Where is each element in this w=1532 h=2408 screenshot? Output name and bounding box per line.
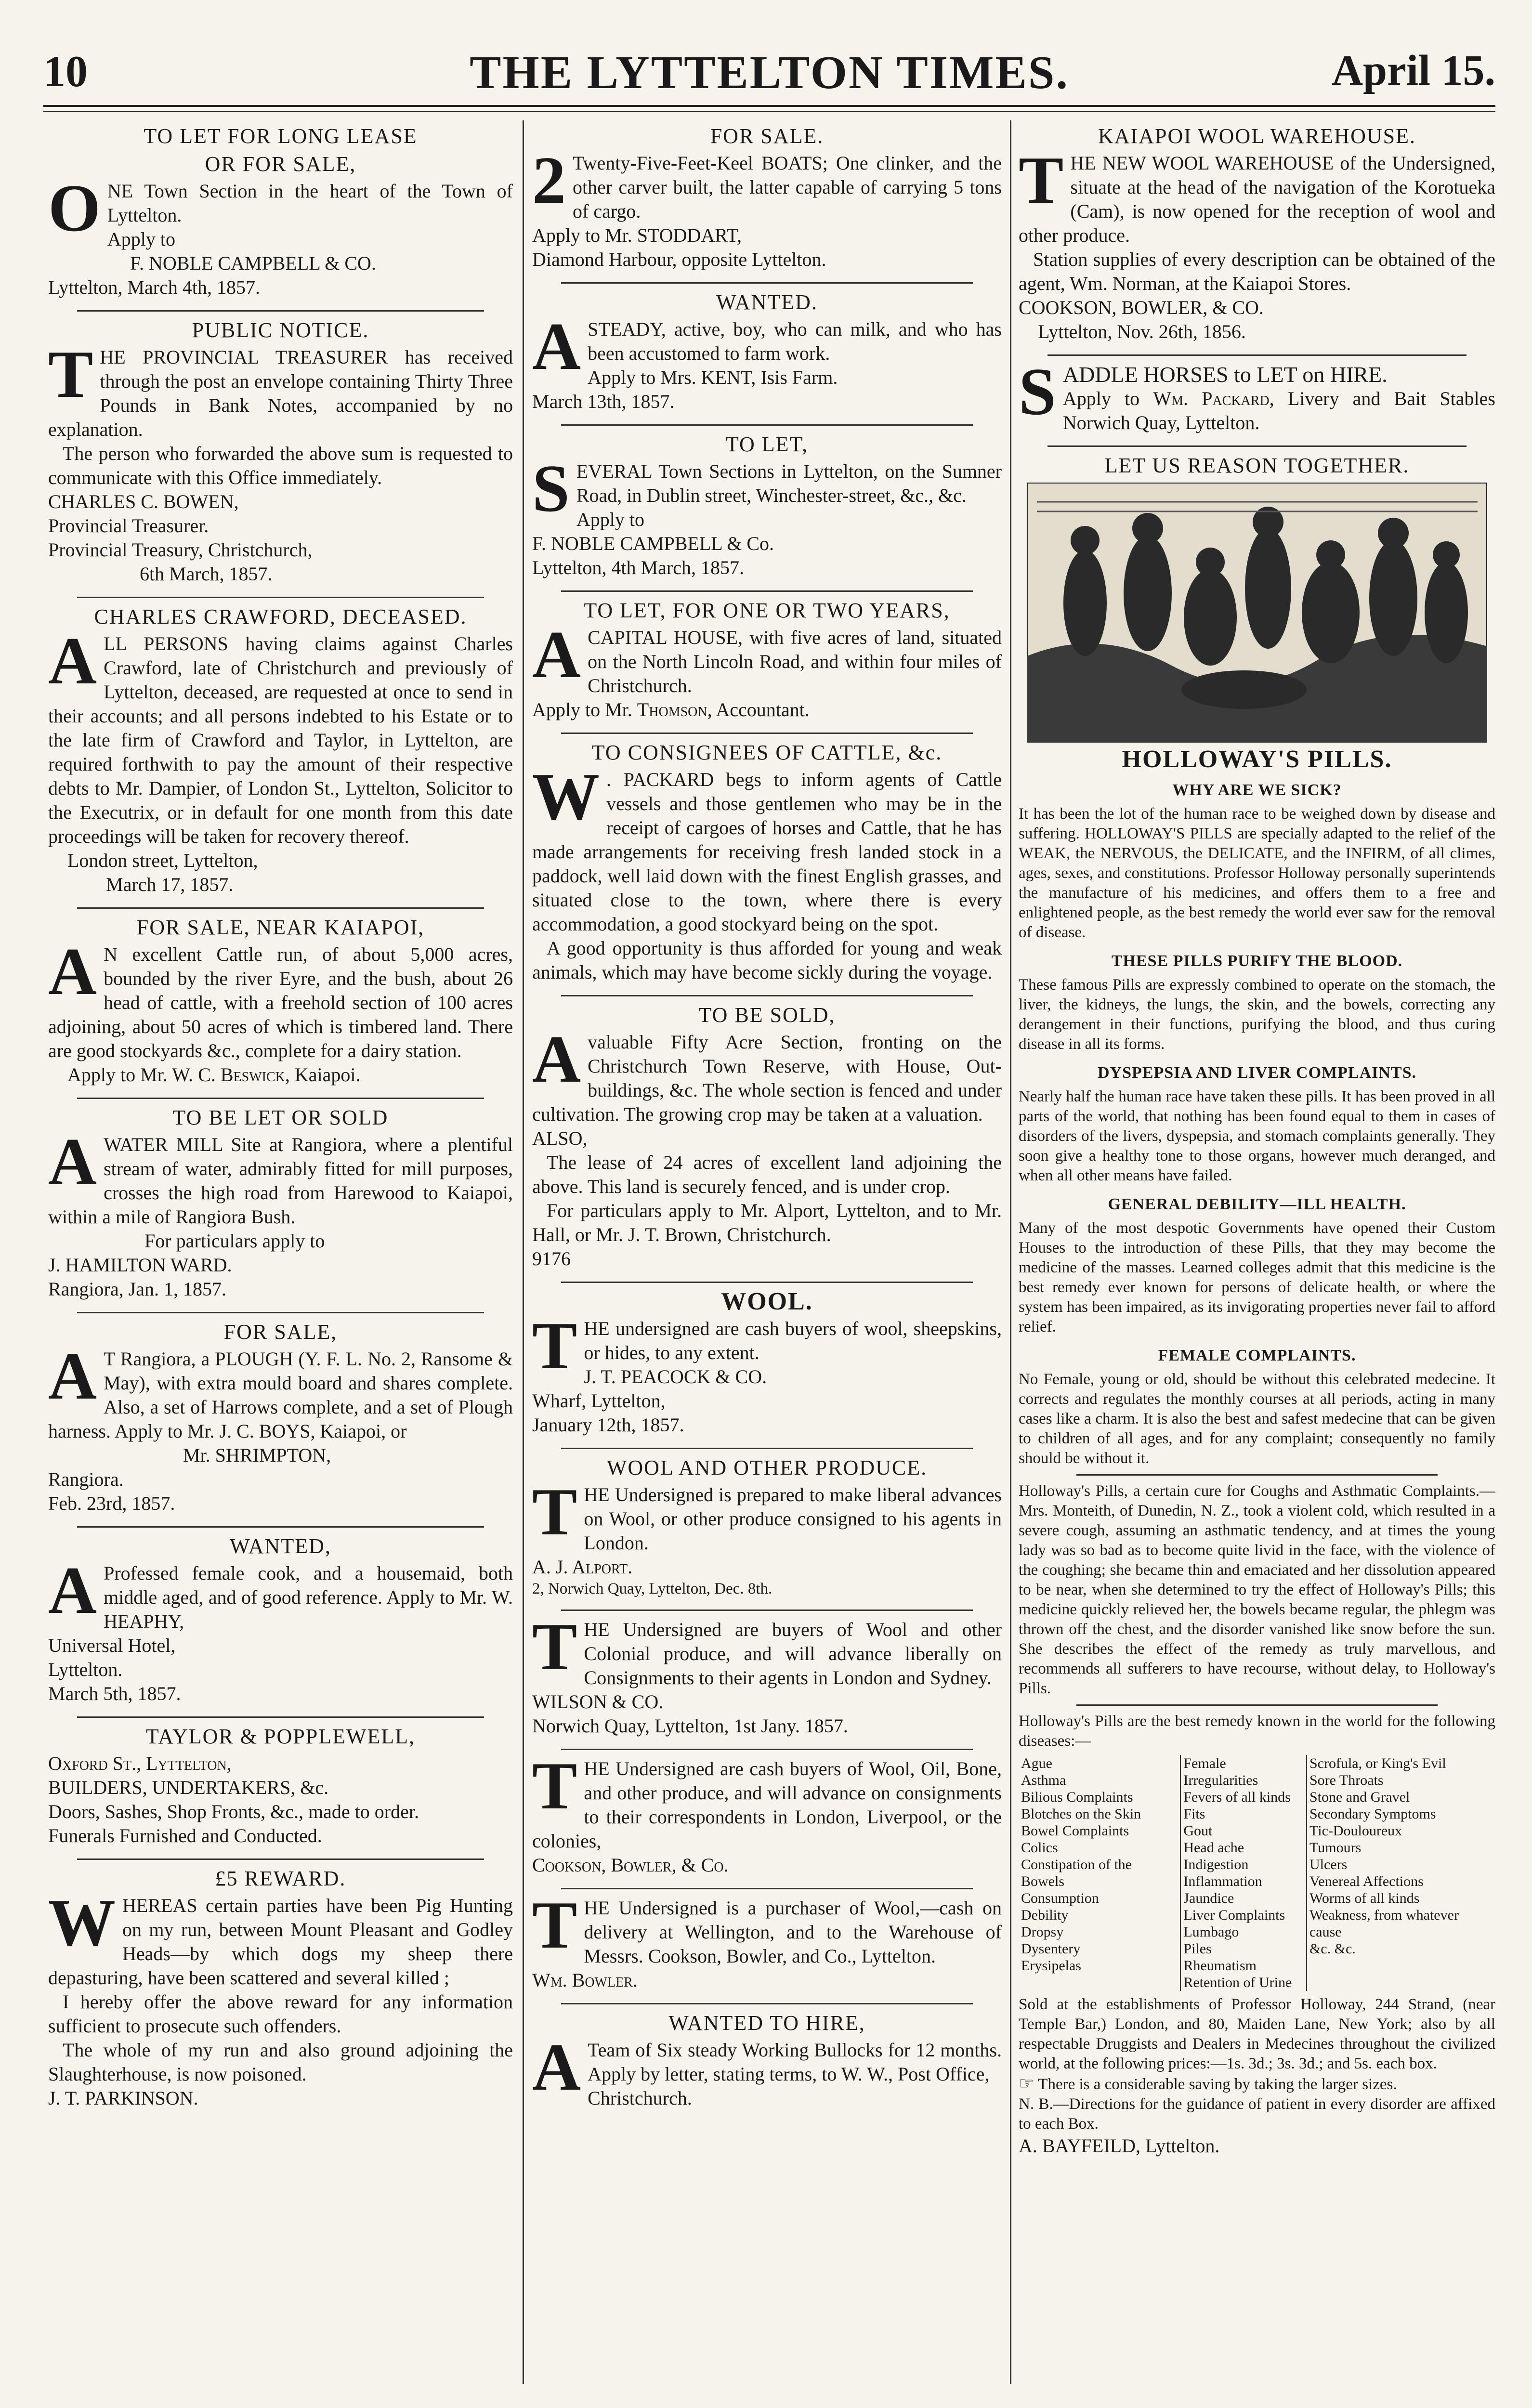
ad-heading: WOOL AND OTHER PRODUCE. bbox=[606, 1456, 928, 1479]
drop-cap: A bbox=[48, 1125, 97, 1199]
ad-place: Provincial Treasury, Christchurch, bbox=[48, 539, 313, 561]
ad-body: Team of Six steady Working Bullocks for 12 months. Apply by letter, stating terms, to W. W., Post Office, bbox=[588, 2039, 1002, 2085]
ad-body: ADDLE HORSES to LET on HIRE. bbox=[1062, 362, 1388, 387]
ad-body: EVERAL Town Sections in Lyttelton, on the Sumner Road, in Dublin street, Winchester-street, &c., &c. bbox=[576, 460, 1002, 506]
drop-cap: A bbox=[532, 1022, 581, 1097]
engraving-illustration bbox=[1027, 483, 1487, 743]
ad-heading: FOR SALE, bbox=[223, 1320, 338, 1344]
apply-prefix: Apply to Mr. bbox=[532, 699, 637, 720]
ad-body: I hereby offer the above reward for any information sufficient to prosecute such offenders. bbox=[48, 1991, 513, 2037]
signatory-title: Provincial Treasurer. bbox=[48, 515, 209, 537]
ad-date: March 17, 1857. bbox=[106, 874, 234, 895]
ad-body: T Rangiora, a PLOUGH (Y. F. L. No. 2, Ransome & May), with extra mould board and shares complete. Also, a set of Harrows complete, and a set of Plough harness. Apply to Mr. J. C. BOYS, Kaiapoi, or bbox=[48, 1348, 513, 1442]
disease-item: Bowel Complaints bbox=[1021, 1823, 1129, 1839]
drop-cap: A bbox=[48, 624, 97, 698]
divider bbox=[561, 590, 973, 592]
ad-heading: TO BE LET OR SOLD bbox=[172, 1106, 389, 1129]
signatory-name: Mr. SHRIMPTON, bbox=[183, 1444, 331, 1466]
disease-item: Debility bbox=[1021, 1907, 1069, 1923]
divider bbox=[77, 597, 484, 598]
ad-place: London street, Lyttelton, bbox=[67, 850, 258, 871]
page-number: 10 bbox=[43, 47, 88, 96]
ad-body: STEADY, active, boy, who can milk, and who has been accustomed to farm work. bbox=[588, 318, 1002, 364]
ad-address: 2, Norwich Quay, Lyttelton, Dec. 8th. bbox=[532, 1580, 773, 1597]
particulars-line: For particulars apply to bbox=[144, 1230, 325, 1252]
ad-taylor-popplewell bbox=[48, 1725, 513, 1848]
section-heading: WHY ARE WE SICK? bbox=[1172, 781, 1342, 799]
disease-item: Gout bbox=[1183, 1823, 1213, 1839]
section-body: Many of the most despotic Governments have opened their Custom Houses to the introduction of these Pills, that they may become the medicine of the masses. Learned colleges admit that this medicine is the best remedy ever known for persons of delicate health, or where the system has been impaired, as its invigorating properties never fail to afford relief. bbox=[1019, 1219, 1495, 1335]
disease-column bbox=[1307, 1755, 1495, 1991]
divider bbox=[561, 2003, 973, 2004]
ad-body: HE Undersigned are cash buyers of Wool, Oil, Bone, and other produce, and will advance on consignments to their correspondents in London, Liverpool, or the colonies, bbox=[532, 1758, 1002, 1852]
ad-heading: FOR SALE. bbox=[710, 124, 824, 148]
sold-at-text: Sold at the establishments of Professor Holloway, 244 Strand, (near Temple Bar,) London, and 80, Maiden Lane, New York; also by all respectable Druggists and Dealers in Medecines throughout the civilized world, at the following prices:—1s. 3d.; 3s. 3d.; and 5s. each box. bbox=[1019, 1996, 1495, 2072]
divider bbox=[1048, 445, 1467, 447]
disease-item: Blotches on the Skin bbox=[1021, 1806, 1141, 1822]
drop-cap: W bbox=[48, 1885, 116, 1960]
ad-body: Station supplies of every description can be obtained of the agent, Wm. Norman, at the Kaiapoi Stores. bbox=[1019, 249, 1495, 294]
disease-item: Dysentery bbox=[1021, 1941, 1081, 1957]
section-heading: GENERAL DEBILITY—ILL HEALTH. bbox=[1108, 1195, 1406, 1213]
ad-body: The lease of 24 acres of excellent land adjoining the above. This land is securely fenced, and is under crop. bbox=[532, 1152, 1002, 1197]
divider bbox=[77, 1716, 484, 1718]
drop-cap: W bbox=[532, 759, 600, 834]
nb-note: N. B.—Directions for the guidance of patient in every disorder are affixed to each Box. bbox=[1019, 2095, 1495, 2133]
apply-suffix: , Kaiapoi. bbox=[285, 1064, 361, 1086]
masthead-title: THE LYTTELTON TIMES. bbox=[470, 47, 1069, 99]
ad-body: valuable Fifty Acre Section, fronting on the Christchurch Town Reserve, with House, Out-buildings, &c. The whole section is fenced and under cultivation. The growing crop may be taken at a valuation. bbox=[532, 1031, 1002, 1125]
ad-body: CAPITAL HOUSE, with five acres of land, situated on the North Lincoln Road, and within four miles of Christchurch. bbox=[588, 627, 1002, 696]
disease-item: Jaundice bbox=[1183, 1890, 1234, 1906]
disease-item: Inflammation bbox=[1183, 1873, 1262, 1889]
ad-body: HE NEW WOOL WAREHOUSE of the Undersigned, situate at the head of the navigation of the Korotueka (Cam), is now opened for the reception of wool and other produce. bbox=[1019, 152, 1495, 246]
ad-heading: KAIAPOI WOOL WAREHOUSE. bbox=[1098, 124, 1416, 148]
apply-suffix: , Livery and Bait Stables Norwich Quay, Lyttelton. bbox=[1062, 388, 1495, 433]
ad-body: HE PROVINCIAL TREASURER has received through the post an envelope containing Thirty Three Pounds in Bank Notes, accompanied by no explanation. bbox=[48, 346, 513, 440]
ad-charles-crawford bbox=[48, 605, 513, 897]
ad-body: Doors, Sashes, Shop Fronts, &c., made to order. bbox=[48, 1801, 419, 1822]
drop-cap: A bbox=[532, 2030, 581, 2105]
disease-item: Tic-Douloureux bbox=[1309, 1823, 1402, 1839]
ad-body: For particulars apply to Mr. Alport, Lyttelton, and to Mr. Hall, or Mr. J. T. Brown, Christchurch. bbox=[532, 1200, 1002, 1245]
disease-item: Stone and Gravel bbox=[1309, 1789, 1410, 1805]
ad-date: 6th March, 1857. bbox=[140, 563, 273, 585]
column-divider bbox=[1010, 120, 1011, 2384]
ad-trade: BUILDERS, UNDERTAKERS, &c. bbox=[48, 1777, 329, 1798]
ad-place: Diamond Harbour, opposite Lyttelton. bbox=[532, 249, 826, 270]
ad-sale-near-kaiapoi bbox=[48, 916, 513, 1087]
disease-item: Tumours bbox=[1309, 1840, 1362, 1856]
drop-cap: A bbox=[48, 1553, 97, 1628]
section-body: It has been the lot of the human race to be weighed down by disease and suffering. HOLLOWAY'S PILLS are specially adapted to the relief of the WEAK, the NERVOUS, the DELICATE, and the INFIRM, of all climes, ages, sexes, and constitutions. Professor Holloway personally superintends the manufacture of his medicines, and offers them to a free and enlightened people, as the best remedy the world ever saw for the removal of disease. bbox=[1019, 805, 1495, 941]
ad-place: Rangiora. bbox=[48, 1468, 124, 1490]
agent-name: F. NOBLE CAMPBELL & Co. bbox=[532, 533, 774, 554]
signatory-name: COOKSON, BOWLER, & CO. bbox=[1019, 297, 1264, 318]
ad-body: LL PERSONS having claims against Charles Crawford, late of Christchurch and previously of Lyttelton, deceased, are requested at once to send in their accounts; and all persons indebted to his Estate or to the late firm of Crawford and Taylor, in Lyttelton, are required forthwith to pay the amount of their respective debts to Mr. Dampier, of London St., Lyttelton, Solicitor to the Executrix, or in default for one month from this date proceedings will be taken for recovery thereof. bbox=[48, 633, 513, 847]
disease-item: Lumbago bbox=[1183, 1924, 1239, 1940]
drop-cap: O bbox=[48, 171, 101, 246]
ad-date: Rangiora, Jan. 1, 1857. bbox=[48, 1278, 226, 1300]
disease-column bbox=[1019, 1755, 1180, 1991]
ad-heading: FOR SALE, NEAR KAIAPOI, bbox=[136, 916, 425, 939]
ad-body: HE Undersigned is a purchaser of Wool,—cash on delivery at Wellington, and to the Warehouse of Messrs. Cookson, Bowler, and Co., Lyttelton. bbox=[584, 1897, 1002, 1967]
ad-heading: PUBLIC NOTICE. bbox=[192, 318, 369, 342]
ad-wm-bowler bbox=[532, 1888, 1002, 1992]
disease-item: Secondary Symptoms bbox=[1309, 1806, 1436, 1822]
ad-date: Feb. 23rd, 1857. bbox=[48, 1492, 175, 1514]
divider bbox=[77, 1858, 484, 1860]
ad-body: NE Town Section in the heart of the Town of Lyttelton. bbox=[107, 180, 513, 226]
ad-wanted-cook bbox=[48, 1534, 513, 1706]
ad-heading: WOOL. bbox=[721, 1288, 813, 1315]
ad-to-let-long-lease bbox=[48, 124, 513, 300]
testimonial-body: Holloway's Pills, a certain cure for Coughs and Asthmatic Complaints.—Mrs. Monteith, of Dunedin, N. Z., took a violent cold, which resulted in a severe cough, assuming an asthmatic tendency, and at times the young lady was so bad as to become quite livid in the face, with the violence of the coughing; she became thin and emaciated and her dissolution appeared to be near, when she determined to try the effect of Holloway's Pills; this medicine quickly relieved her, the bowels became regular, the phlegm was thrown off the chest, and the disorder vanished like snow before the sun. She describes the effect of the remedy as truly marvellous, and recommends all sufferers to have recourse, without delay, to Holloway's Pills. bbox=[1019, 1482, 1495, 1697]
disease-item: Female Irregularities bbox=[1183, 1755, 1258, 1788]
apply-line bbox=[1019, 387, 1495, 435]
disease-item: Liver Complaints bbox=[1183, 1907, 1285, 1923]
disease-table bbox=[1019, 1755, 1495, 1991]
divider bbox=[561, 1282, 973, 1283]
drop-cap: T bbox=[532, 1749, 577, 1823]
ad-date: Lyttelton, Nov. 26th, 1856. bbox=[1038, 321, 1246, 342]
disease-item: Head ache bbox=[1183, 1840, 1244, 1856]
ad-heading: CHARLES CRAWFORD, DECEASED. bbox=[94, 605, 467, 628]
divider bbox=[77, 1312, 484, 1313]
ad-subheading: OR FOR SALE, bbox=[205, 152, 356, 176]
ad-plough-for-sale bbox=[48, 1320, 513, 1516]
ad-wool-alport bbox=[532, 1456, 1002, 1599]
disease-item: Ulcers bbox=[1309, 1857, 1348, 1872]
ad-heading: TO LET, bbox=[725, 432, 809, 456]
ad-date: Lyttelton, March 4th, 1857. bbox=[48, 276, 260, 298]
header-rule-thin bbox=[43, 111, 1495, 112]
apply-prefix: Apply to Mr. W. C. bbox=[67, 1064, 221, 1086]
ad-body: Funerals Furnished and Conducted. bbox=[48, 1825, 322, 1846]
disease-item: &c. &c. bbox=[1309, 1941, 1356, 1957]
drop-cap: A bbox=[48, 1339, 97, 1413]
ad-body: . PACKARD begs to inform agents of Cattle vessels and those gentlemen who may be in the receipt of cargoes of horses and Cattle, that he has made arrangements for receiving fresh landed stock in a paddock, well laid down with the finest English grasses, and situated close to the town, where there is every accommodation, a good stockyard being on the spot. bbox=[532, 769, 1002, 935]
ad-reference: 9176 bbox=[532, 1248, 571, 1269]
disease-item: Fevers of all kinds bbox=[1183, 1789, 1291, 1805]
divider bbox=[1076, 1704, 1438, 1706]
divider bbox=[561, 733, 973, 734]
drop-cap: 2 bbox=[532, 143, 566, 218]
ad-date: January 12th, 1857. bbox=[532, 1414, 684, 1436]
disease-item: Sore Throats bbox=[1309, 1772, 1384, 1788]
section-body: Nearly half the human race have taken these pills. It has been proved in all parts of the world, that nothing has been found equal to them in cases of disorders of the livers, dyspepsia, and stomach complaints generally. They soon give a healthy tone to those organs, however much deranged, and when all other means have failed. bbox=[1019, 1088, 1495, 1184]
ad-body: HEREAS certain parties have been Pig Hunting on my run, between Mount Pleasant and Godley Heads—by which dogs my sheep there depasturing, have been scattered and several killed ; bbox=[48, 1895, 513, 1989]
agent-name: F. NOBLE CAMPBELL & CO. bbox=[130, 252, 376, 274]
disease-item: Scrofula, or King's Evil bbox=[1309, 1755, 1446, 1771]
drop-cap: S bbox=[532, 451, 570, 526]
divider bbox=[77, 1526, 484, 1528]
signatory-name: CHARLES C. BOWEN, bbox=[48, 491, 239, 512]
drop-cap: T bbox=[532, 1475, 577, 1549]
ad-heading: WANTED, bbox=[230, 1534, 331, 1558]
column-2 bbox=[532, 120, 1002, 2384]
disease-item: Dropsy bbox=[1021, 1924, 1064, 1940]
signatory-name: WILSON & CO. bbox=[532, 1691, 664, 1713]
disease-item: Worms of all kinds bbox=[1309, 1890, 1420, 1906]
also-label: ALSO, bbox=[532, 1127, 588, 1149]
disease-item: Erysipelas bbox=[1021, 1958, 1081, 1974]
disease-item: Indigestion bbox=[1183, 1857, 1249, 1872]
hotel-name: Universal Hotel, bbox=[48, 1635, 176, 1656]
disease-item: Consumption bbox=[1021, 1890, 1099, 1906]
drop-cap: T bbox=[532, 1309, 577, 1383]
disease-item: Fits bbox=[1183, 1806, 1205, 1822]
disease-item: Bilious Complaints bbox=[1021, 1789, 1133, 1805]
ad-body: Professed female cook, and a housemaid, both middle aged, and of good reference. Apply to Mr. W. HEAPHY, bbox=[104, 1562, 513, 1632]
ad-body: HE Undersigned is prepared to make liberal advances on Wool, or other produce consigned to his agents in London. bbox=[584, 1484, 1002, 1554]
disease-item: Asthma bbox=[1021, 1772, 1066, 1788]
apply-name: Beswick bbox=[220, 1064, 285, 1086]
apply-suffix: , Accountant. bbox=[707, 699, 810, 720]
pointing-hand-icon: ☞ bbox=[1019, 2074, 1034, 2093]
disease-item: Constipation of the Bowels bbox=[1021, 1857, 1132, 1889]
ad-heading: TO CONSIGNEES OF CATTLE, &c. bbox=[591, 741, 943, 764]
ad-date: Norwich Quay, Lyttelton, 1st Jany. 1857. bbox=[532, 1715, 848, 1737]
ad-address: Oxford St., Lyttelton, bbox=[48, 1753, 232, 1774]
ad-place: Christchurch. bbox=[588, 2087, 692, 2109]
agent-name: A. BAYFEILD, Lyttelton. bbox=[1019, 2135, 1220, 2157]
divider bbox=[561, 424, 973, 426]
ad-saddle-horses bbox=[1019, 354, 1495, 435]
divider bbox=[561, 282, 973, 284]
ad-body: The whole of my run and also ground adjoining the Slaughterhouse, is now poisoned. bbox=[48, 2039, 513, 2085]
ad-water-mill bbox=[48, 1106, 513, 1301]
column-divider bbox=[523, 120, 524, 2384]
ad-body: WATER MILL Site at Rangiora, where a plentiful stream of water, admirably fitted for mill purposes, crosses the high road from Harewood to Kaiapoi, within a mile of Rangiora Bush. bbox=[48, 1134, 513, 1228]
ad-wool-peacock bbox=[532, 1290, 1002, 1437]
disease-item: Colics bbox=[1021, 1840, 1058, 1856]
signatory-name: A. J. Alport. bbox=[532, 1556, 633, 1578]
ad-heading: TAYLOR & POPPLEWELL, bbox=[145, 1725, 416, 1748]
ad-date: March 5th, 1857. bbox=[48, 1683, 181, 1704]
apply-prefix: Apply to bbox=[1062, 388, 1153, 409]
divider bbox=[561, 1448, 973, 1449]
apply-line bbox=[532, 698, 1002, 722]
column-1 bbox=[48, 120, 513, 2384]
ad-date: March 13th, 1857. bbox=[532, 391, 675, 412]
apply-name: Thomson bbox=[637, 699, 707, 720]
ad-body: HE undersigned are cash buyers of wool, sheepskins, or hides, to any extent. bbox=[584, 1318, 1002, 1363]
drop-cap: S bbox=[1019, 354, 1056, 429]
divider bbox=[1076, 1474, 1438, 1476]
ad-heading: WANTED. bbox=[716, 290, 818, 314]
banner-heading: LET US REASON TOGETHER. bbox=[1104, 454, 1410, 477]
ad-public-notice bbox=[48, 318, 513, 586]
ad-capital-house bbox=[532, 599, 1002, 722]
ad-consignees-cattle bbox=[532, 741, 1002, 984]
ad-to-be-sold bbox=[532, 1003, 1002, 1271]
apply-line: Apply to Mrs. KENT, Isis Farm. bbox=[588, 366, 838, 388]
ad-wanted-to-hire bbox=[532, 2011, 1002, 2110]
disease-item: Piles bbox=[1183, 1941, 1212, 1957]
saving-note bbox=[1019, 2074, 1495, 2094]
drop-cap: T bbox=[532, 1610, 577, 1684]
drop-cap: A bbox=[532, 617, 581, 692]
ad-kaiapoi-wool-warehouse bbox=[1019, 124, 1495, 344]
signatory-name: J. T. PEACOCK & CO. bbox=[584, 1366, 767, 1387]
ad-cookson-bowler bbox=[532, 1749, 1002, 1877]
drop-cap: A bbox=[48, 934, 97, 1009]
disease-item: Venereal Affections bbox=[1309, 1873, 1424, 1889]
page-header bbox=[43, 46, 1495, 104]
apply-line bbox=[48, 1063, 513, 1087]
column-3 bbox=[1019, 120, 1495, 2384]
ad-body: Twenty-Five-Feet-Keel BOATS; One clinker, and the other carver built, the latter capable of carrying 5 tons of cargo. bbox=[573, 152, 1002, 222]
ad-date: Lyttelton, 4th March, 1857. bbox=[532, 557, 744, 578]
divider bbox=[561, 995, 973, 996]
ad-body: A good opportunity is thus afforded for young and weak animals, which may have become sickly during the voyage. bbox=[532, 937, 1002, 983]
section-body: These famous Pills are expressly combined to operate on the stomach, the liver, the kidneys, the lungs, the skin, and the bowels, correcting any derangement in their functions, purifying the blood, and thus curing disease in all its forms. bbox=[1019, 976, 1495, 1053]
ad-heading: WANTED TO HIRE, bbox=[668, 2011, 865, 2035]
ad-boats-for-sale bbox=[532, 124, 1002, 272]
ad-body: HE Undersigned are buyers of Wool and other Colonial produce, and will advance liberally on Consignments to their agents in London and Sydney. bbox=[584, 1619, 1002, 1688]
disease-item: Ague bbox=[1021, 1755, 1052, 1771]
signatory-name: Wm. Bowler. bbox=[532, 1969, 638, 1991]
apply-name: Wm. Packard bbox=[1153, 388, 1270, 409]
ad-holloways-pills bbox=[1019, 454, 1495, 2158]
drop-cap: T bbox=[532, 1888, 577, 1963]
divider bbox=[77, 907, 484, 909]
disease-list-intro: Holloway's Pills are the best remedy known in the world for the following diseases:— bbox=[1019, 1713, 1495, 1750]
signatory-name: J. T. PARKINSON. bbox=[48, 2087, 198, 2109]
ad-five-pound-reward bbox=[48, 1867, 513, 2110]
signatory-name: J. HAMILTON WARD. bbox=[48, 1254, 232, 1276]
apply-line: Apply to Mr. STODDART, bbox=[532, 224, 742, 246]
ad-heading: TO LET, FOR ONE OR TWO YEARS, bbox=[584, 599, 950, 622]
issue-date: April 15. bbox=[1331, 47, 1495, 94]
drop-cap: T bbox=[1019, 143, 1064, 218]
section-heading: FEMALE COMPLAINTS. bbox=[1158, 1347, 1356, 1364]
ad-place: Wharf, Lyttelton, bbox=[532, 1390, 666, 1412]
apply-line: Apply to bbox=[107, 228, 176, 250]
ad-body: The person who forwarded the above sum is requested to communicate with this Office immediately. bbox=[48, 443, 513, 488]
section-heading: DYSPEPSIA AND LIVER COMPLAINTS. bbox=[1098, 1064, 1416, 1082]
ad-wilson-co bbox=[532, 1610, 1002, 1738]
ad-heading: HOLLOWAY'S PILLS. bbox=[1122, 746, 1392, 773]
ad-heading: £5 REWARD. bbox=[215, 1867, 346, 1890]
drop-cap: A bbox=[532, 309, 581, 384]
divider bbox=[561, 1610, 973, 1611]
ad-place: Lyttelton. bbox=[48, 1659, 123, 1680]
disease-item: Weakness, from whatever cause bbox=[1309, 1907, 1459, 1940]
ad-wanted-boy bbox=[532, 290, 1002, 414]
header-rule bbox=[43, 105, 1495, 107]
divider bbox=[77, 1098, 484, 1099]
divider bbox=[561, 1888, 973, 1889]
ad-body: N excellent Cattle run, of about 5,000 acres, bounded by the river Eyre, and the bush, about 26 head of cattle, with a freehold section of 100 acres adjoining, about 50 acres of which is timbered land. There are good stockyards &c., complete for a dairy station. bbox=[48, 943, 513, 1061]
ad-to-let-sections bbox=[532, 432, 1002, 580]
apply-line: Apply to bbox=[576, 509, 644, 530]
disease-item: Rheumatism bbox=[1183, 1958, 1257, 1974]
disease-column bbox=[1180, 1755, 1307, 1991]
ad-heading: TO LET FOR LONG LEASE bbox=[144, 124, 418, 148]
section-body: No Female, young or old, should be without this celebrated medecine. It corrects and regulates the monthly courses at all periods, acting in many cases like a charm. It is also the best and safest medecine that can be given to children of all ages, and for any complaint; consequently no family should be without it. bbox=[1019, 1371, 1495, 1467]
section-heading: THESE PILLS PURIFY THE BLOOD. bbox=[1111, 952, 1403, 970]
divider bbox=[77, 310, 484, 312]
divider bbox=[561, 1749, 973, 1750]
disease-item: Retention of Urine bbox=[1183, 1975, 1292, 1990]
divider bbox=[1048, 354, 1467, 356]
drop-cap: T bbox=[48, 337, 93, 412]
ad-heading: TO BE SOLD, bbox=[698, 1003, 836, 1027]
saving-text: There is a considerable saving by taking the larger sizes. bbox=[1038, 2076, 1397, 2093]
signatory-name: Cookson, Bowler, & Co. bbox=[532, 1854, 729, 1876]
